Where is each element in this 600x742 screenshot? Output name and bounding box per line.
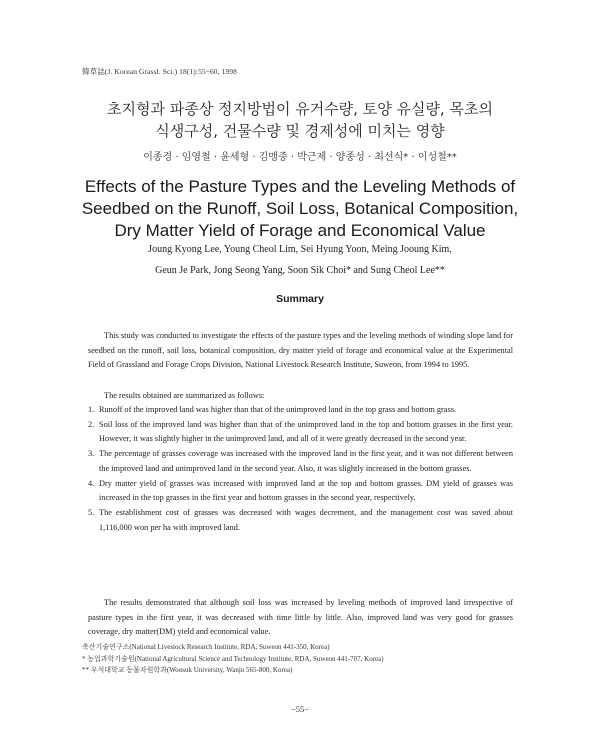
- result-number: 5.: [88, 507, 95, 517]
- result-number: 2.: [88, 419, 95, 429]
- result-item: [88, 477, 513, 506]
- result-item: [88, 403, 513, 418]
- results-list: [88, 403, 513, 535]
- result-item: [88, 418, 513, 447]
- result-number: 3.: [88, 449, 95, 459]
- footnote-affiliation-3: ** 우석대학교 동물자원학과(Woosuk University, Wanju 565-800, Korea): [82, 666, 293, 674]
- result-number: 1.: [88, 405, 95, 414]
- korean-title-line-1: 초지형과 파종상 정지방법이 유거수량, 토양 유실량, 목초의: [107, 100, 493, 118]
- result-item: [88, 447, 513, 476]
- english-title-line-3: Dry Matter Yield of Forage and Economical Value: [114, 221, 486, 240]
- journal-reference: 韓草誌(J. Korean Grassl. Sci.) 18(1):55~60, 1998: [82, 67, 237, 76]
- result-text: The establishment cost of grasses was decreased with wages decrement, and the management cost was saved about 1,116,000 won per ha with improved land.: [99, 507, 513, 532]
- footnote-affiliation-2: * 농업과학기술원(National Agricultural Science and Technology Institute, RDA, Suweon 441-707, Korea): [82, 654, 384, 663]
- page-number: −55−: [290, 704, 310, 714]
- english-title-line-1: Effects of the Pasture Types and the Leveling Methods of: [84, 177, 516, 196]
- result-text: The percentage of grasses coverage was increased with the improved land in the first year, and it was not different between the improved land and unimproved land in the second year. Also, it was slightly increased in the bottom grasses.: [99, 449, 513, 473]
- english-title-line-2: Seedbed on the Runoff, Soil Loss, Botanical Composition,: [81, 199, 519, 218]
- result-text: Runoff of the improved land was higher than that of the unimproved land in the top grass and bottom grass.: [99, 405, 457, 414]
- result-text: Soil loss of the improved land was higher than that of the unimproved land in the top and bottom grasses in the first year. However, it was slightly higher in the unimproved land, and all of it were greatly decreased in the second year.: [99, 419, 513, 444]
- result-number: 4.: [88, 478, 95, 488]
- korean-title-line-2: 식생구성, 건물수량 및 경제성에 미치는 영향: [155, 122, 445, 140]
- footnote-affiliation-1: 축산기술연구소(National Livestock Research Institute, RDA, Suweon 441-350, Korea): [82, 643, 330, 651]
- conclusion-paragraph: The results demonstrated that although soil loss was increased by leveling methods of improved land irrespective of pasture types in the first year, it was decreased with time little by little. Also, improved land was very good for grasses coverage, dry matter(DM) yield and economical value.: [88, 598, 513, 637]
- results-intro: The results obtained are summarized as follows:: [104, 391, 265, 400]
- summary-paragraph: This study was conducted to investigate the effects of the pasture types and the leveling methods of winding slope land for seedbed on the runoff, soil loss, botanical composition, dry matter yield of forage and economical value at the Experimental Field of Grassland and Forage Crops Division, National Livestock Research Institute, Suweon, from 1994 to 1995.: [88, 331, 513, 370]
- result-text: Dry matter yield of grasses was increased with improved land at the top and bottom grasses. DM yield of grasses was increased in the top grasses in the first year and bottom grasses in the second year, respectively.: [99, 478, 513, 503]
- english-authors-line-2: Geun Je Park, Jong Seong Yang, Soon Sik Choi* and Sung Cheol Lee**: [155, 265, 445, 276]
- english-authors-line-1: Joung Kyong Lee, Young Cheol Lim, Sei Hyung Yoon, Meing Jooung Kim,: [148, 244, 452, 255]
- footnotes: [82, 642, 502, 677]
- korean-authors: 이종경 · 임영철 · 윤세형 · 김맹중 · 박근제 · 양종성 · 최선식* · 이성철**: [143, 152, 457, 163]
- result-item: [88, 506, 513, 535]
- summary-heading: Summary: [276, 293, 324, 305]
